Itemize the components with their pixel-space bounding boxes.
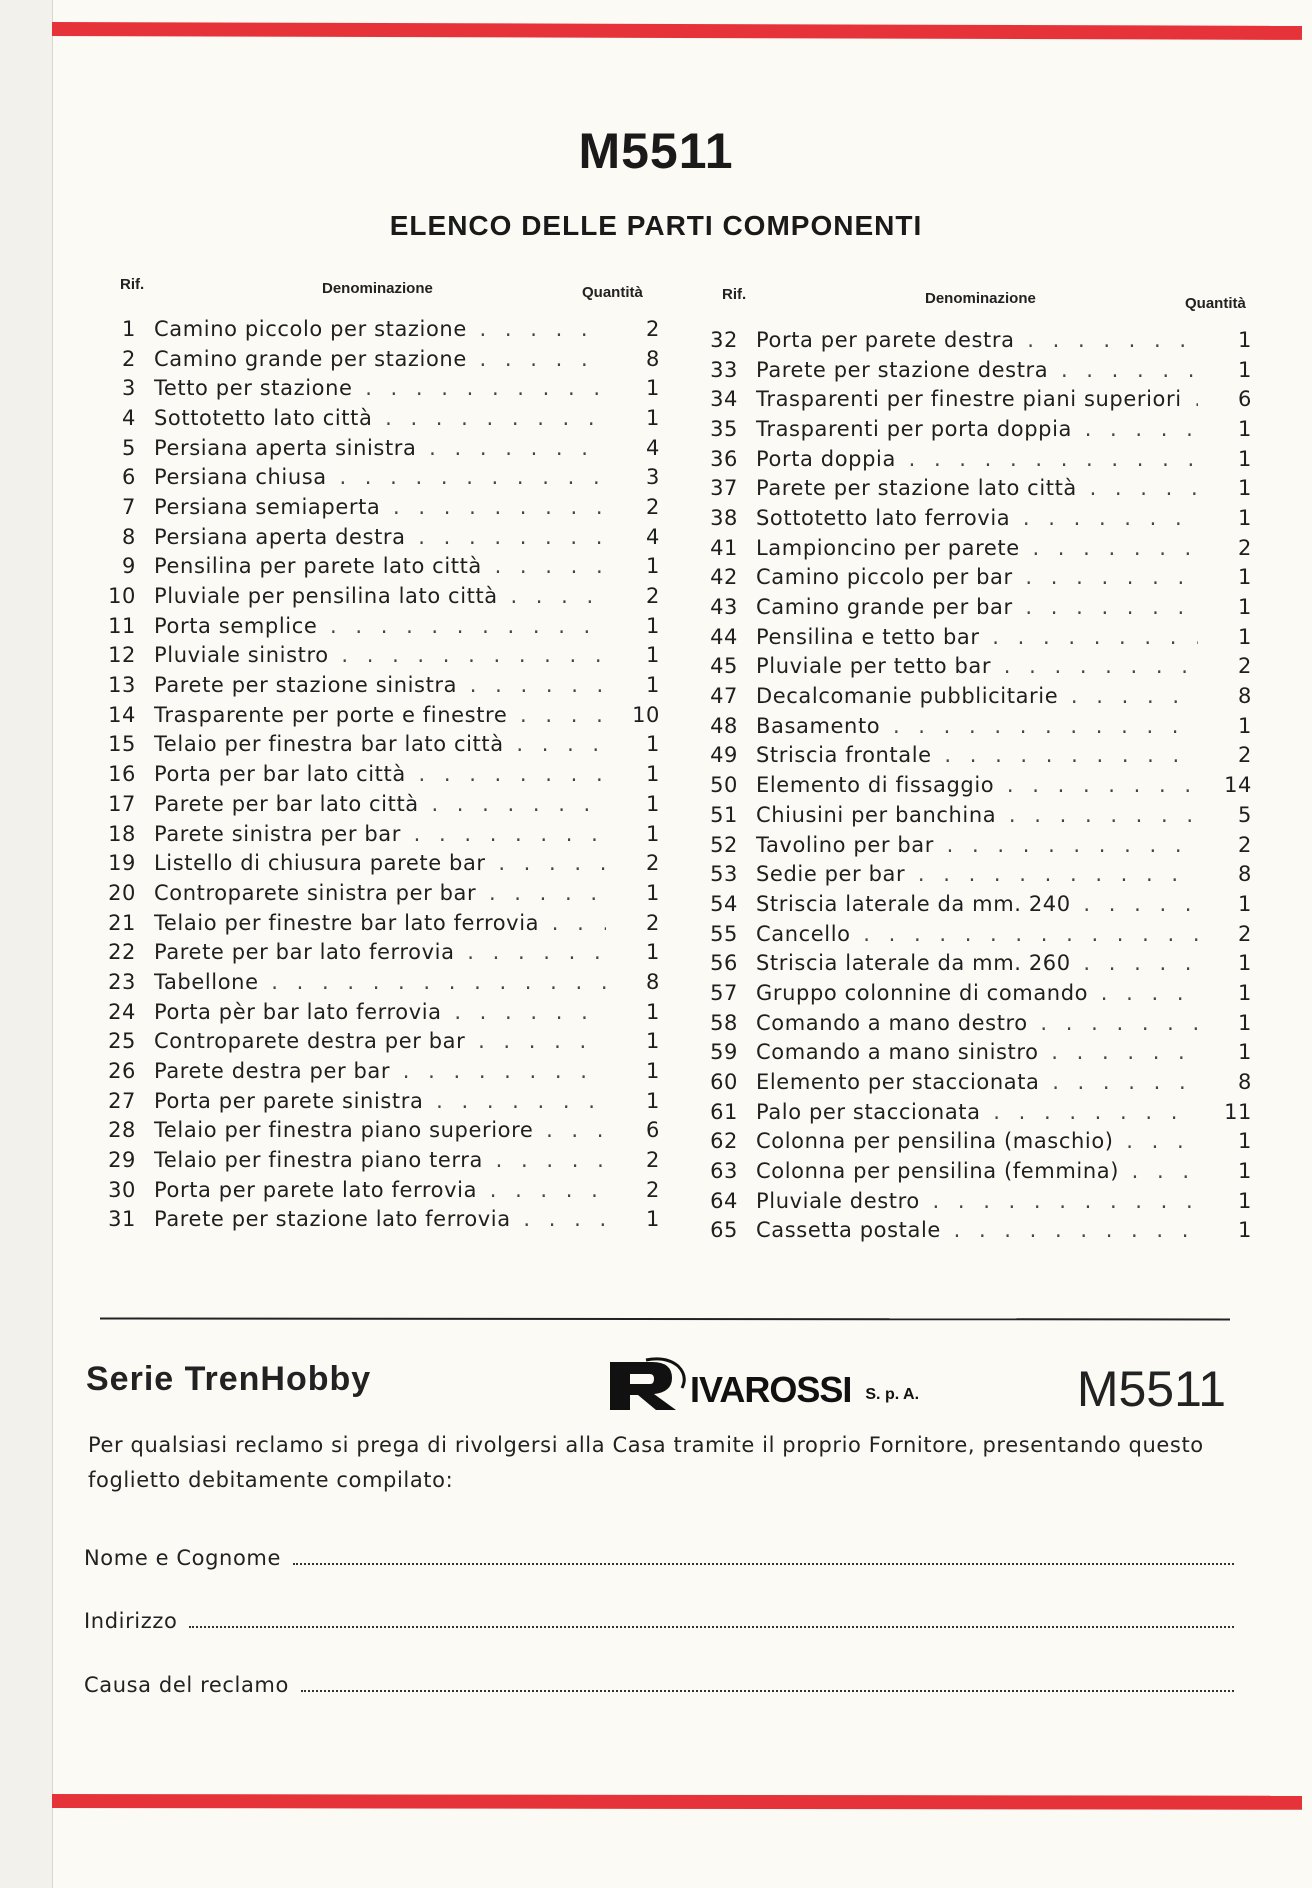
- part-name: Telaio per finestra bar lato città . . .: [154, 732, 606, 756]
- part-row: [702, 711, 1252, 741]
- part-qty: 1: [1238, 980, 1252, 1005]
- part-row: [702, 444, 1252, 474]
- part-name: Parete destra per bar . . .: [154, 1059, 606, 1083]
- part-row: [702, 473, 1252, 503]
- part-qty: 1: [1238, 327, 1252, 352]
- part-qty: 1: [646, 791, 660, 816]
- part-ref: 10: [108, 584, 136, 609]
- part-row: [100, 1116, 660, 1146]
- part-qty: 1: [1238, 446, 1252, 471]
- part-qty: 1: [646, 1207, 660, 1232]
- part-row: [702, 800, 1252, 830]
- part-name: Parete per bar lato ferrovia . . .: [154, 940, 606, 964]
- part-name: Trasparente per porte e finestre . . .: [154, 703, 606, 727]
- part-qty: 1: [1238, 1129, 1252, 1154]
- part-row: [702, 919, 1252, 949]
- part-row: [100, 1175, 660, 1205]
- part-row: [702, 533, 1252, 563]
- part-ref: 49: [710, 743, 738, 768]
- part-ref: 2: [122, 346, 136, 371]
- form-field-complaint[interactable]: [84, 1672, 1234, 1697]
- footer-model-code: M5511: [1076, 1361, 1226, 1417]
- part-qty: 1: [646, 613, 660, 638]
- part-row: [100, 789, 660, 819]
- part-ref: 37: [710, 476, 738, 501]
- part-name: Persiana aperta sinistra . . .: [154, 436, 606, 460]
- form-line-complaint[interactable]: [301, 1672, 1234, 1692]
- part-ref: 47: [710, 684, 738, 709]
- part-row: [100, 344, 660, 374]
- part-name: Pluviale per pensilina lato città . . .: [154, 584, 606, 608]
- part-qty: 1: [1238, 505, 1252, 530]
- part-qty: 1: [1238, 1010, 1252, 1035]
- right-header-name: Denominazione: [925, 290, 1036, 307]
- part-name: Porta per bar lato città . . .: [154, 762, 606, 786]
- part-row: [702, 770, 1252, 800]
- part-name: Cassetta postale . . .: [756, 1218, 1198, 1242]
- part-row: [100, 403, 660, 433]
- part-ref: 26: [108, 1059, 136, 1084]
- part-row: [702, 1008, 1252, 1038]
- part-qty: 1: [646, 762, 660, 787]
- part-qty: 2: [1238, 535, 1252, 560]
- part-ref: 41: [710, 535, 738, 560]
- part-name: Telaio per finestre bar lato ferrovia . . .: [154, 911, 606, 935]
- part-ref: 15: [108, 732, 136, 757]
- part-ref: 28: [108, 1118, 136, 1143]
- part-row: [100, 552, 660, 582]
- part-row: [702, 325, 1252, 355]
- part-qty: 1: [646, 376, 660, 401]
- part-row: [702, 1216, 1252, 1246]
- part-qty: 1: [646, 999, 660, 1024]
- part-row: [100, 967, 660, 997]
- part-ref: 9: [122, 554, 136, 579]
- part-ref: 1: [122, 316, 136, 341]
- part-name: Elemento di fissaggio . . .: [756, 773, 1198, 797]
- part-qty: 1: [646, 1029, 660, 1054]
- part-ref: 38: [710, 505, 738, 530]
- part-row: [702, 563, 1252, 593]
- part-qty: 3: [646, 465, 660, 490]
- part-qty: 1: [1238, 1040, 1252, 1065]
- part-ref: 34: [710, 387, 738, 412]
- part-ref: 16: [108, 762, 136, 787]
- parts-list-right: [702, 325, 1252, 1245]
- part-name: Parete per stazione destra . . .: [756, 358, 1198, 382]
- part-row: [100, 581, 660, 611]
- part-qty: 2: [646, 851, 660, 876]
- part-name: Camino grande per bar . . .: [756, 595, 1198, 619]
- part-ref: 22: [108, 940, 136, 965]
- part-ref: 42: [710, 565, 738, 590]
- part-row: [702, 1097, 1252, 1127]
- part-row: [100, 1056, 660, 1086]
- part-ref: 61: [710, 1099, 738, 1124]
- part-row: [702, 592, 1252, 622]
- part-row: [702, 355, 1252, 385]
- part-name: Pluviale sinistro . . .: [154, 643, 606, 667]
- part-row: [702, 681, 1252, 711]
- part-row: [702, 859, 1252, 889]
- part-row: [100, 462, 660, 492]
- part-ref: 32: [710, 327, 738, 352]
- complaint-notice: Per qualsiasi reclamo si prega di rivolgersi alla Casa tramite il proprio Fornitore, presentando questo foglietto debitamente compilato:: [88, 1433, 1204, 1492]
- part-qty: 14: [1224, 773, 1252, 798]
- part-name: Pluviale destro . . .: [756, 1189, 1198, 1213]
- part-qty: 1: [1238, 1159, 1252, 1184]
- part-row: [100, 700, 660, 730]
- part-row: [702, 1127, 1252, 1157]
- part-qty: 1: [646, 643, 660, 668]
- part-ref: 36: [710, 446, 738, 471]
- part-qty: 1: [1238, 595, 1252, 620]
- part-row: [702, 1067, 1252, 1097]
- part-qty: 1: [1238, 951, 1252, 976]
- part-row: [702, 948, 1252, 978]
- part-name: Controparete destra per bar . . .: [154, 1029, 606, 1053]
- part-ref: 13: [108, 673, 136, 698]
- part-name: Persiana aperta destra . . .: [154, 525, 606, 549]
- part-ref: 57: [710, 980, 738, 1005]
- part-qty: 2: [1238, 743, 1252, 768]
- part-name: Telaio per finestra piano superiore . . .: [154, 1118, 606, 1142]
- part-name: Trasparenti per finestre piani superiori . . .: [756, 387, 1198, 411]
- part-ref: 44: [710, 624, 738, 649]
- part-ref: 65: [710, 1218, 738, 1243]
- part-name: Porta per parete destra . . .: [756, 328, 1198, 352]
- part-qty: 2: [646, 1148, 660, 1173]
- part-name: Pensilina e tetto bar . . .: [756, 625, 1198, 649]
- left-header-name: Denominazione: [322, 280, 433, 297]
- part-ref: 55: [710, 921, 738, 946]
- part-ref: 23: [108, 969, 136, 994]
- left-header-qty: Quantità: [582, 284, 643, 301]
- part-ref: 35: [710, 416, 738, 441]
- part-ref: 6: [122, 465, 136, 490]
- model-title: M5511: [578, 123, 734, 179]
- part-ref: 51: [710, 802, 738, 827]
- form-line-name[interactable]: [293, 1545, 1234, 1565]
- form-label-complaint: Causa del reclamo: [84, 1673, 289, 1697]
- part-row: [100, 641, 660, 671]
- part-qty: 8: [1238, 862, 1252, 887]
- part-ref: 27: [108, 1088, 136, 1113]
- part-ref: 5: [122, 435, 136, 460]
- brand-name: IVAROSSI: [690, 1369, 852, 1410]
- part-ref: 24: [108, 999, 136, 1024]
- part-ref: 59: [710, 1040, 738, 1065]
- part-name: Palo per staccionata . . .: [756, 1100, 1198, 1124]
- part-ref: 64: [710, 1188, 738, 1213]
- part-name: Parete per bar lato città . . .: [154, 792, 606, 816]
- part-ref: 54: [710, 891, 738, 916]
- part-name: Sottotetto lato città . . .: [154, 406, 606, 430]
- part-qty: 1: [1238, 1188, 1252, 1213]
- rivarossi-logo: [606, 1352, 919, 1412]
- part-name: Tabellone . . .: [154, 970, 606, 994]
- part-name: Basamento . . .: [756, 714, 1198, 738]
- part-qty: 4: [646, 435, 660, 460]
- part-qty: 2: [1238, 921, 1252, 946]
- part-row: [702, 384, 1252, 414]
- part-name: Sedie per bar . . .: [756, 862, 1198, 886]
- part-ref: 60: [710, 1070, 738, 1095]
- part-qty: 2: [646, 494, 660, 519]
- part-qty: 2: [1238, 832, 1252, 857]
- part-ref: 31: [108, 1207, 136, 1232]
- part-row: [100, 492, 660, 522]
- part-row: [100, 314, 660, 344]
- part-ref: 43: [710, 595, 738, 620]
- part-ref: 29: [108, 1148, 136, 1173]
- part-qty: 1: [646, 1059, 660, 1084]
- part-qty: 2: [646, 316, 660, 341]
- part-ref: 4: [122, 405, 136, 430]
- part-row: [100, 878, 660, 908]
- part-row: [702, 1038, 1252, 1068]
- part-qty: 11: [1224, 1099, 1252, 1124]
- part-row: [702, 503, 1252, 533]
- part-name: Tavolino per bar . . .: [756, 833, 1198, 857]
- form-field-address[interactable]: [84, 1608, 1234, 1633]
- part-name: Parete sinistra per bar . . .: [154, 822, 606, 846]
- rivarossi-r-mark-icon: [606, 1356, 696, 1412]
- part-name: Parete per stazione lato città . . .: [756, 476, 1198, 500]
- part-qty: 1: [1238, 565, 1252, 590]
- part-row: [100, 848, 660, 878]
- part-qty: 6: [646, 1118, 660, 1143]
- part-row: [100, 997, 660, 1027]
- part-ref: 53: [710, 862, 738, 887]
- part-qty: 1: [646, 554, 660, 579]
- part-row: [100, 819, 660, 849]
- part-row: [702, 652, 1252, 682]
- part-row: [702, 889, 1252, 919]
- part-ref: 11: [108, 613, 136, 638]
- part-ref: 33: [710, 357, 738, 382]
- part-ref: 21: [108, 910, 136, 935]
- part-name: Porta per parete sinistra . . .: [154, 1089, 606, 1113]
- part-row: [100, 522, 660, 552]
- part-name: Porta per parete lato ferrovia . . .: [154, 1178, 606, 1202]
- part-ref: 14: [108, 702, 136, 727]
- part-row: [702, 414, 1252, 444]
- part-row: [100, 670, 660, 700]
- part-name: Trasparenti per porta doppia . . .: [756, 417, 1198, 441]
- part-name: Controparete sinistra per bar . . .: [154, 881, 606, 905]
- part-name: Porta semplice . . .: [154, 614, 606, 638]
- part-row: [100, 611, 660, 641]
- part-qty: 6: [1238, 387, 1252, 412]
- part-ref: 58: [710, 1010, 738, 1035]
- part-name: Porta doppia . . .: [756, 447, 1198, 471]
- part-name: Striscia frontale . . .: [756, 743, 1198, 767]
- part-ref: 48: [710, 713, 738, 738]
- part-ref: 30: [108, 1177, 136, 1202]
- part-name: Decalcomanie pubblicitarie . . .: [756, 684, 1198, 708]
- part-name: Elemento per staccionata . . .: [756, 1070, 1198, 1094]
- part-row: [100, 937, 660, 967]
- right-header-qty: Quantità: [1185, 295, 1246, 312]
- parts-list-left: [100, 314, 660, 1234]
- part-row: [702, 1186, 1252, 1216]
- part-ref: 25: [108, 1029, 136, 1054]
- part-name: Pluviale per tetto bar . . .: [756, 654, 1198, 678]
- series-name: Serie TrenHobby: [86, 1360, 372, 1398]
- form-field-name[interactable]: [84, 1545, 1234, 1570]
- part-row: [702, 1156, 1252, 1186]
- part-row: [702, 830, 1252, 860]
- part-name: Comando a mano destro . . .: [756, 1011, 1198, 1035]
- part-ref: 50: [710, 773, 738, 798]
- part-qty: 5: [1238, 802, 1252, 827]
- brand-suffix: S. p. A.: [865, 1386, 920, 1403]
- part-qty: 8: [1238, 684, 1252, 709]
- part-ref: 45: [710, 654, 738, 679]
- part-qty: 1: [646, 405, 660, 430]
- part-qty: 1: [646, 880, 660, 905]
- form-line-address[interactable]: [189, 1608, 1234, 1628]
- part-ref: 52: [710, 832, 738, 857]
- part-row: [702, 978, 1252, 1008]
- part-ref: 19: [108, 851, 136, 876]
- part-name: Chiusini per banchina . . .: [756, 803, 1198, 827]
- part-name: Telaio per finestra piano terra . . .: [154, 1148, 606, 1172]
- part-name: Parete per stazione sinistra . . .: [154, 673, 606, 697]
- part-row: [100, 908, 660, 938]
- part-name: Cancello . . .: [756, 922, 1198, 946]
- part-ref: 18: [108, 821, 136, 846]
- part-row: [702, 741, 1252, 771]
- part-ref: 63: [710, 1159, 738, 1184]
- part-ref: 62: [710, 1129, 738, 1154]
- part-qty: 1: [1238, 357, 1252, 382]
- part-row: [100, 730, 660, 760]
- part-qty: 1: [646, 732, 660, 757]
- part-qty: 1: [646, 821, 660, 846]
- part-ref: 7: [122, 494, 136, 519]
- part-ref: 12: [108, 643, 136, 668]
- part-ref: 8: [122, 524, 136, 549]
- part-name: Listello di chiusura parete bar . . .: [154, 851, 606, 875]
- part-name: Sottotetto lato ferrovia . . .: [756, 506, 1198, 530]
- part-qty: 2: [646, 584, 660, 609]
- part-row: [100, 1027, 660, 1057]
- part-name: Gruppo colonnine di comando . . .: [756, 981, 1198, 1005]
- form-label-address: Indirizzo: [84, 1609, 178, 1633]
- part-name: Pensilina per parete lato città . . .: [154, 554, 606, 578]
- part-name: Camino grande per stazione . . .: [154, 347, 606, 371]
- part-qty: 4: [646, 524, 660, 549]
- bottom-red-band: [52, 1794, 1302, 1810]
- part-name: Comando a mano sinistro . . .: [756, 1040, 1198, 1064]
- part-qty: 1: [1238, 1218, 1252, 1243]
- part-ref: 20: [108, 880, 136, 905]
- part-qty: 1: [1238, 891, 1252, 916]
- part-name: Camino piccolo per stazione . . .: [154, 317, 606, 341]
- part-name: Colonna per pensilina (femmina) . . .: [756, 1159, 1198, 1183]
- part-row: [100, 1205, 660, 1235]
- part-qty: 1: [1238, 416, 1252, 441]
- part-qty: 1: [646, 940, 660, 965]
- left-header-ref: Rif.: [120, 276, 145, 293]
- part-row: [100, 1086, 660, 1116]
- part-qty: 1: [1238, 624, 1252, 649]
- part-name: Persiana semiaperta . . .: [154, 495, 606, 519]
- part-ref: 3: [122, 376, 136, 401]
- part-name: Camino piccolo per bar . . .: [756, 565, 1198, 589]
- part-name: Tetto per stazione . . .: [154, 376, 606, 400]
- part-name: Lampioncino per parete . . .: [756, 536, 1198, 560]
- part-qty: 2: [1238, 654, 1252, 679]
- part-qty: 1: [646, 673, 660, 698]
- part-qty: 8: [646, 969, 660, 994]
- part-qty: 8: [1238, 1070, 1252, 1095]
- form-label-name: Nome e Cognome: [84, 1546, 281, 1570]
- part-row: [702, 622, 1252, 652]
- part-row: [100, 1145, 660, 1175]
- part-name: Parete per stazione lato ferrovia . . .: [154, 1207, 606, 1231]
- part-row: [100, 373, 660, 403]
- part-ref: 56: [710, 951, 738, 976]
- part-name: Persiana chiusa . . .: [154, 465, 606, 489]
- part-qty: 10: [632, 702, 660, 727]
- part-qty: 8: [646, 346, 660, 371]
- part-qty: 1: [1238, 476, 1252, 501]
- part-row: [100, 433, 660, 463]
- part-qty: 2: [646, 1177, 660, 1202]
- part-name: Porta pèr bar lato ferrovia . . .: [154, 1000, 606, 1024]
- part-name: Striscia laterale da mm. 260 . . .: [756, 951, 1198, 975]
- part-name: Striscia laterale da mm. 240 . . .: [756, 892, 1198, 916]
- part-qty: 1: [1238, 713, 1252, 738]
- part-row: [100, 759, 660, 789]
- part-qty: 1: [646, 1088, 660, 1113]
- right-header-ref: Rif.: [722, 286, 747, 303]
- part-name: Colonna per pensilina (maschio) . . .: [756, 1129, 1198, 1153]
- part-qty: 2: [646, 910, 660, 935]
- parts-list-title: ELENCO DELLE PARTI COMPONENTI: [389, 210, 923, 241]
- part-ref: 17: [108, 791, 136, 816]
